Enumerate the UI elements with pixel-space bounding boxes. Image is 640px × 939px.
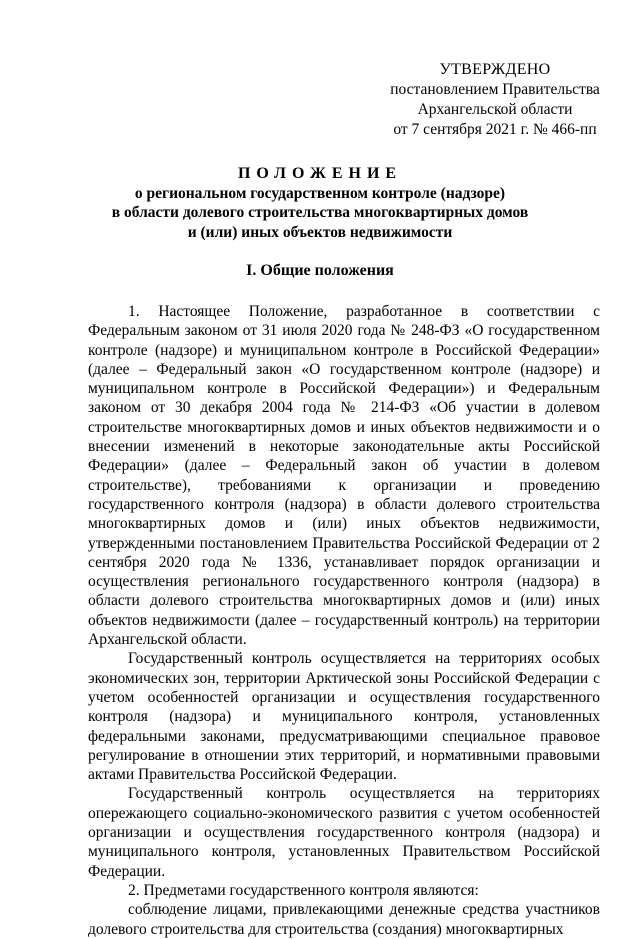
document-title bbox=[80, 164, 560, 242]
approval-line-3: от 7 сентября 2021 г. № 466-пп bbox=[393, 121, 597, 138]
approval-line-1: постановлением Правительства bbox=[390, 81, 600, 98]
paragraph-4: 2. Предметами государственного контроля являются: bbox=[128, 881, 479, 899]
approval-heading: УТВЕРЖДЕНО bbox=[439, 61, 551, 78]
document-body bbox=[88, 302, 600, 939]
title-main: ПОЛОЖЕНИЕ bbox=[237, 165, 403, 182]
approval-stamp bbox=[380, 60, 610, 140]
paragraph-3: Государственный контроль осуществляется на территориях опережающего социально-экономического развития с учетом особенностей организации и осуществления государственного контроля (надзора) и муниципального контроля, установленных Правительством Российской Федерации. bbox=[88, 785, 600, 880]
title-line-3: и (или) иных объектов недвижимости bbox=[187, 223, 453, 241]
section-heading: I. Общие положения bbox=[246, 262, 394, 279]
title-line-1: о региональном государственном контроле (надзоре) bbox=[134, 184, 506, 202]
paragraph-5: соблюдение лицами, привлекающими денежные средства участников долевого строительства для строительства (создания) многоквартирных bbox=[88, 901, 600, 938]
title-line-2: в области долевого строительства многоквартирных домов bbox=[111, 204, 529, 221]
paragraph-1: 1. Настоящее Положение, разработанное в соответствии с Федеральным законом от 31 июля 2020 года № 248-ФЗ «О государственном контроле (надзоре) и муниципальном контроле в Российской Федерации» (далее – Федеральный закон «О государственном контроле (надзоре) и муниципальном контроле в Российской Федерации») и Федеральным законом от 30 декабря 2004 года № 214-ФЗ «Об участии в долевом строительстве многоквартирных домов и иных объектов недвижимости и о внесении изменений в некоторые законодательные акты Российской Федерации» (далее – Федеральный закон об участии в долевом строительстве), требованиями к организации и проведению государственного контроля (надзора) в области долевого строительства многоквартирных домов и (или) иных объектов недвижимости, утвержденными постановлением Правительства Российской Федерации от 2 сентября 2020 года № 1336, устанавливает порядок организации и осуществления регионального государственного контроля (надзора) в области долевого строительства многоквартирных домов и (или) иных объектов недвижимости (далее – государственный контроль) на территории Архангельской области. bbox=[88, 303, 600, 649]
paragraph-2: Государственный контроль осуществляется на территориях особых экономических зон, территории Арктической зоны Российской Федерации с учетом особенностей организации и осуществления государственного контроля (надзора) и муниципального контроля, установленных федеральными законами, предусматривающими специальное правовое регулирование в отношении этих территорий, и нормативными правовыми актами Правительства Российской Федерации. bbox=[88, 650, 600, 784]
approval-line-2: Архангельской области bbox=[417, 101, 573, 118]
